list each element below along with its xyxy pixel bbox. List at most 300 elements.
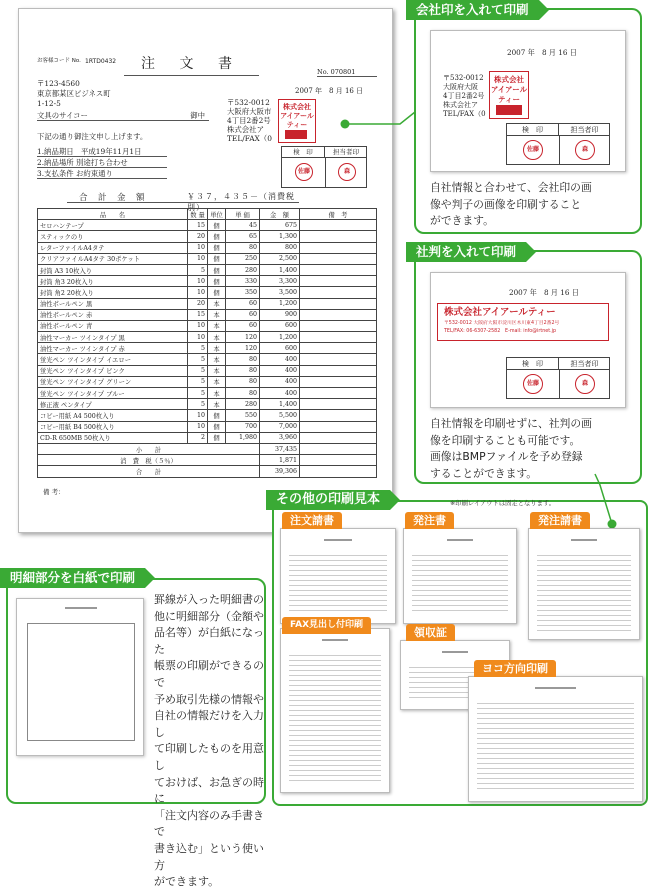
item-unit: 本 [208,320,226,331]
sample-row-line [289,660,381,661]
table-row [38,320,377,331]
summary-value: 1,871 [260,455,300,466]
sample-row-line [289,760,381,761]
sample-row-line [289,585,387,586]
item-price: 60 [226,298,260,309]
summary-remarks [300,455,377,466]
sample-fax [280,628,390,793]
item-amount: 1,200 [260,332,300,343]
blank-desc-line-6: 自社の情報だけを入力し [154,709,264,739]
sample-row-line [537,565,631,566]
sender-address2: 4丁目2番2号 [227,116,271,125]
item-unit: 個 [208,242,226,253]
label-fax: FAX見出し付印刷 [282,617,371,634]
table-row [38,231,377,242]
sample-row-line [477,763,634,764]
sample-row-line [537,585,631,586]
customer-code: 1RTD0432 [85,58,117,65]
table-row [38,287,377,298]
item-unit: 個 [208,220,226,231]
item-qty: 5 [188,388,208,399]
stamp-preview-label-1: 検 印 [507,358,559,370]
sample-row-line [289,755,381,756]
company-seal-icon: 株式会社 アイアール ティー [278,99,316,143]
sample-row-line [477,773,634,774]
sample-row-line [477,778,634,779]
panel-company-stamp-title: 社判を入れて印刷 [406,242,526,262]
seal-desc-line-3: ができます。 [430,214,494,227]
sample-row-line [537,615,631,616]
item-name: 蛍光ペン ツインタイプ ピンク [38,365,188,376]
item-name: 油性マーカー ツインタイプ 黒 [38,332,188,343]
blank-preview-title-line [65,607,97,609]
table-row [38,264,377,275]
item-unit: 本 [208,354,226,365]
item-amount: 1,300 [260,231,300,242]
sample-row-line [477,788,634,789]
intro-text: 下記の通り御注文申し上げます。 [37,132,148,141]
blank-desc-line-3: 品名等）が白紙になった [154,626,264,656]
sample-row-line [289,555,387,556]
seal-description [430,180,592,230]
sample-row-line [289,780,381,781]
sample-row-line [289,700,381,701]
item-name: 封筒 角2 20枚入り [38,287,188,298]
summary-row [38,455,377,466]
item-qty: 5 [188,264,208,275]
seal-preview-stamp-label-2: 担当者印 [559,124,610,136]
summary-label: 合 計 [38,466,260,477]
document-date: 2007 年 8 月 16 日 [295,87,364,95]
item-remarks [300,421,377,432]
sample-row-line [289,770,381,771]
item-unit: 個 [208,410,226,421]
seal-preview-addr-3: 4丁目2番2号 [443,92,485,100]
item-amount: 400 [260,388,300,399]
sample-row-line [289,715,381,716]
seal-preview-round-seal-2-icon: 森 [575,140,595,160]
sample-order-confirm [280,528,396,624]
item-name: コピー用紙 A4 500枚入り [38,410,188,421]
item-price: 350 [226,287,260,298]
item-remarks [300,432,377,443]
item-price: 80 [226,388,260,399]
item-price: 280 [226,399,260,410]
summary-remarks [300,443,377,454]
item-name: レターファイルA4タテ [38,242,188,253]
table-row [38,343,377,354]
stamp-preview-label-2: 担当者印 [559,358,610,370]
item-name: 封筒 A3 10枚入り [38,264,188,275]
seal-desc-line-2: 像や判子の画像を印刷すること [430,197,582,211]
item-name: 修正液 ペンタイプ [38,399,188,410]
item-remarks [300,410,377,421]
sample-row-line [289,560,387,561]
col-price: 単 価 [226,209,260,220]
item-amount: 3,500 [260,287,300,298]
label-receipt: 領収証 [406,624,455,641]
table-row [38,432,377,443]
sample-row-line [289,600,387,601]
seal-preview-addr-5: TEL/FAX（0 [443,110,486,118]
item-qty: 20 [188,231,208,242]
stamp-label-staff: 担当者印 [325,147,367,158]
blank-desc-line-8: ておけば、お急ぎの時に [154,775,264,806]
item-remarks [300,343,377,354]
sample-row-line [477,783,634,784]
panel-blank [6,578,266,889]
item-qty: 5 [188,376,208,387]
sample-title-line [324,539,351,541]
item-qty: 10 [188,320,208,331]
item-price: 280 [226,264,260,275]
sample-row-line [477,753,634,754]
sample-title-line [447,539,474,541]
item-remarks [300,388,377,399]
sample-row-line [412,575,508,576]
item-unit: 本 [208,388,226,399]
item-remarks [300,365,377,376]
label-order-confirm: 注文請書 [282,512,342,529]
stamp-desc-line-3: 画像はBMPファイルを予め登録 [430,450,583,463]
sample-row-line [289,575,387,576]
sample-row-line [289,695,381,696]
sample-row-line [289,580,387,581]
item-unit: 個 [208,421,226,432]
sample-row-line [289,605,387,606]
item-unit: 個 [208,231,226,242]
item-remarks [300,287,377,298]
item-unit: 個 [208,276,226,287]
sample-row-line [289,565,387,566]
item-price: 65 [226,231,260,242]
sample-row-line [537,600,631,601]
seal-preview-addr-2: 大阪府大阪 [443,83,478,91]
sample-row-line [412,590,508,591]
items-header-row [38,209,377,220]
seal-preview-round-seal-1-icon: 佐藤 [523,140,543,160]
recipient-name-line [37,110,209,121]
sample-row-line [289,655,381,656]
item-qty: 10 [188,332,208,343]
item-amount: 600 [260,343,300,354]
item-remarks [300,264,377,275]
sample-title-line [571,539,597,541]
stamp-label-inspection: 検 印 [282,147,325,158]
item-qty: 10 [188,421,208,432]
sender-address1: 大阪府大阪市 [227,107,272,116]
item-amount: 900 [260,309,300,320]
recipient-postal: 〒123-4560 [37,79,80,88]
sample-title-line [442,651,468,653]
item-qty: 10 [188,276,208,287]
blank-desc-line-7: て印刷したものを用意し [154,742,264,772]
blank-description [154,592,264,891]
table-row [38,399,377,410]
item-qty: 15 [188,220,208,231]
sample-row-line [412,595,508,596]
item-remarks [300,231,377,242]
sample-row-line [477,733,634,734]
sample-row-line [289,690,381,691]
item-price: 60 [226,309,260,320]
blank-desc-line-11: ができます。 [154,875,220,889]
sample-row-line [537,560,631,561]
item-price: 550 [226,410,260,421]
sample-row-line [289,680,381,681]
item-qty: 15 [188,309,208,320]
stamp-desc-line-1: 自社情報を印刷せずに、社判の画 [430,417,592,430]
sample-row-line [289,610,387,611]
item-name: CD-R 650MB 50枚入り [38,432,188,443]
sample-row-line [477,703,634,704]
sample-row-line [289,725,381,726]
sample-row-line [289,590,387,591]
sample-row-line [537,580,631,581]
sample-row-line [289,710,381,711]
sample-row-line [289,765,381,766]
item-remarks [300,276,377,287]
item-price: 45 [226,220,260,231]
panel-company-stamp [414,250,642,484]
document-number: No. 070801 [317,69,377,77]
item-remarks [300,220,377,231]
table-row [38,276,377,287]
remarks-label: 備 考： [43,488,65,496]
items-table [37,208,377,478]
col-unit: 単位 [208,209,226,220]
sample-row-line [289,775,381,776]
item-name: セロハンテープ [38,220,188,231]
item-price: 250 [226,253,260,264]
total-label: 合 計 金 額 [79,193,146,203]
item-remarks [300,354,377,365]
item-price: 120 [226,332,260,343]
sample-row-line [477,723,634,724]
summary-row [38,443,377,454]
item-price: 1,980 [226,432,260,443]
sample-row-line [289,740,381,741]
item-amount: 400 [260,376,300,387]
item-amount: 400 [260,354,300,365]
stamp-preview-round-seal-2-icon: 森 [575,374,595,394]
stamp-preview-round-seal-1-icon: 佐藤 [523,374,543,394]
item-amount: 1,400 [260,399,300,410]
item-remarks [300,242,377,253]
sample-title-line [535,687,577,689]
table-row [38,376,377,387]
sample-row-line [537,575,631,576]
sample-row-line [477,728,634,729]
label-purchase-order: 発注書 [405,512,454,529]
sample-row-line [412,585,508,586]
seal-preview-stamp-label-1: 検 印 [507,124,559,136]
panel-company-seal-title: 会社印を入れて印刷 [406,0,539,20]
total-amount-row [67,191,299,212]
item-qty: 10 [188,287,208,298]
document-title: 注 文 書 [124,53,259,76]
sample-row-line [412,555,508,556]
sample-row-line [412,580,508,581]
staff-seal-icon: 森 [338,163,356,181]
sample-purchase-order [403,528,517,624]
col-name: 品 名 [38,209,188,220]
stamp-desc-line-4: することができます。 [430,466,538,480]
item-qty: 5 [188,354,208,365]
sample-row-line [477,713,634,714]
company-stamp-image [437,303,609,341]
panel-samples-title: その他の印刷見本 [266,490,390,510]
sample-row-line [477,718,634,719]
item-qty: 5 [188,399,208,410]
sample-row-line [289,735,381,736]
seal-preview-addr-1: 〒532-0012 [443,74,484,82]
blank-desc-line-1: 罫線が入った明細書の [154,593,264,606]
sample-row-line [289,675,381,676]
sample-row-line [537,630,631,631]
seal-desc-line-1: 自社情報と合わせて、会社印の画 [430,181,592,194]
stamp-tel: TEL/FAX: 06-6307-2582 E-mail: info@irtnet.jp [444,329,556,334]
item-price: 80 [226,242,260,253]
item-amount: 3,960 [260,432,300,443]
sample-row-line [537,595,631,596]
item-name: 油性ボールペン 赤 [38,309,188,320]
item-qty: 2 [188,432,208,443]
stamp-preview [430,272,626,408]
item-remarks [300,399,377,410]
stamp-desc-line-2: 像を印刷することも可能です。 [430,433,581,447]
item-price: 330 [226,276,260,287]
sample-row-line [412,605,508,606]
sample-title-line [322,639,348,641]
item-qty: 20 [188,298,208,309]
table-row [38,253,377,264]
item-amount: 5,500 [260,410,300,421]
sample-row-line [477,708,634,709]
stamp-company-name: 株式会社アイアールティー [444,307,556,318]
sample-row-line [412,560,508,561]
table-row [38,298,377,309]
condition-2: 2.納品場所 別途打ち合わせ [37,159,167,168]
customer-code-label: お客様コード No. [37,58,81,64]
recipient-honorific: 御中 [190,111,205,120]
item-remarks [300,298,377,309]
sample-row-line [289,570,387,571]
item-amount: 800 [260,242,300,253]
item-unit: 本 [208,376,226,387]
stamp-preview-date: 2007 年 8 月 16 日 [509,288,579,297]
summary-remarks [300,466,377,477]
table-row [38,421,377,432]
sample-row-line [289,720,381,721]
sample-row-line [537,625,631,626]
item-amount: 7,000 [260,421,300,432]
col-remarks: 備 考 [300,209,377,220]
table-row [38,354,377,365]
sample-row-line [289,730,381,731]
seal-preview [430,30,626,172]
item-qty: 10 [188,253,208,264]
recipient-address2: 1-12-5 [37,99,61,108]
approval-stamp-box [281,146,367,188]
table-row [38,365,377,376]
table-row [38,332,377,343]
blank-desc-line-4: 帳票の印刷ができるので [154,659,264,689]
item-qty: 10 [188,410,208,421]
blank-desc-line-10: 書き込む」という使い方 [154,841,264,872]
item-price: 60 [226,320,260,331]
item-name: 油性ボールペン 青 [38,320,188,331]
item-amount: 1,400 [260,264,300,275]
item-unit: 本 [208,365,226,376]
summary-value: 37,435 [260,443,300,454]
sample-row-line [537,555,631,556]
item-name: 蛍光ペン ツインタイプ ブルー [38,388,188,399]
item-remarks [300,320,377,331]
item-unit: 本 [208,309,226,320]
seal-preview-addr-4: 株式会社ア [443,101,478,109]
table-row [38,242,377,253]
sample-row-line [289,745,381,746]
item-qty: 10 [188,242,208,253]
sample-row-line [289,750,381,751]
blank-preview [16,598,144,756]
item-name: 油性ボールペン 黒 [38,298,188,309]
item-unit: 個 [208,432,226,443]
table-row [38,309,377,320]
panel-company-seal [414,8,642,234]
sample-row-line [477,743,634,744]
sample-row-line [289,705,381,706]
sample-row-line [477,768,634,769]
label-landscape: ヨコ方向印刷 [474,660,556,677]
item-amount: 2,500 [260,253,300,264]
total-value: ￥３７，４３５－（消費税別） [187,192,295,212]
item-remarks [300,309,377,320]
item-remarks [300,253,377,264]
summary-row [38,466,377,477]
item-name: 蛍光ペン ツインタイプ グリーン [38,376,188,387]
recipient-address1: 東京都某区ビジネス町 [37,89,111,98]
sample-row-line [537,620,631,621]
sample-row-line [477,758,634,759]
recipient-name: 文具のサイコー [37,111,88,120]
label-purchase-confirm: 発注請書 [530,512,590,529]
condition-3: 3.支払条件 お約束通り [37,170,167,179]
order-document [18,8,393,533]
item-unit: 本 [208,332,226,343]
sample-row-line [537,605,631,606]
table-row [38,410,377,421]
item-amount: 1,200 [260,298,300,309]
item-amount: 600 [260,320,300,331]
inspection-seal-icon: 佐藤 [295,163,313,181]
seal-preview-stamp-box [506,123,610,165]
item-unit: 本 [208,298,226,309]
sample-row-line [412,600,508,601]
sample-row-line [537,610,631,611]
stamp-preview-stamp-box [506,357,610,399]
sample-row-line [537,590,631,591]
item-qty: 5 [188,365,208,376]
col-amount: 金 額 [260,209,300,220]
item-unit: 本 [208,399,226,410]
condition-1: 1.納品期日 平成19年11月1日 [37,148,167,157]
item-name: 蛍光ペン ツインタイプ イエロー [38,354,188,365]
blank-desc-line-9: 「注文内容のみ手書きで [154,808,264,839]
item-amount: 3,300 [260,276,300,287]
sample-row-line [412,565,508,566]
